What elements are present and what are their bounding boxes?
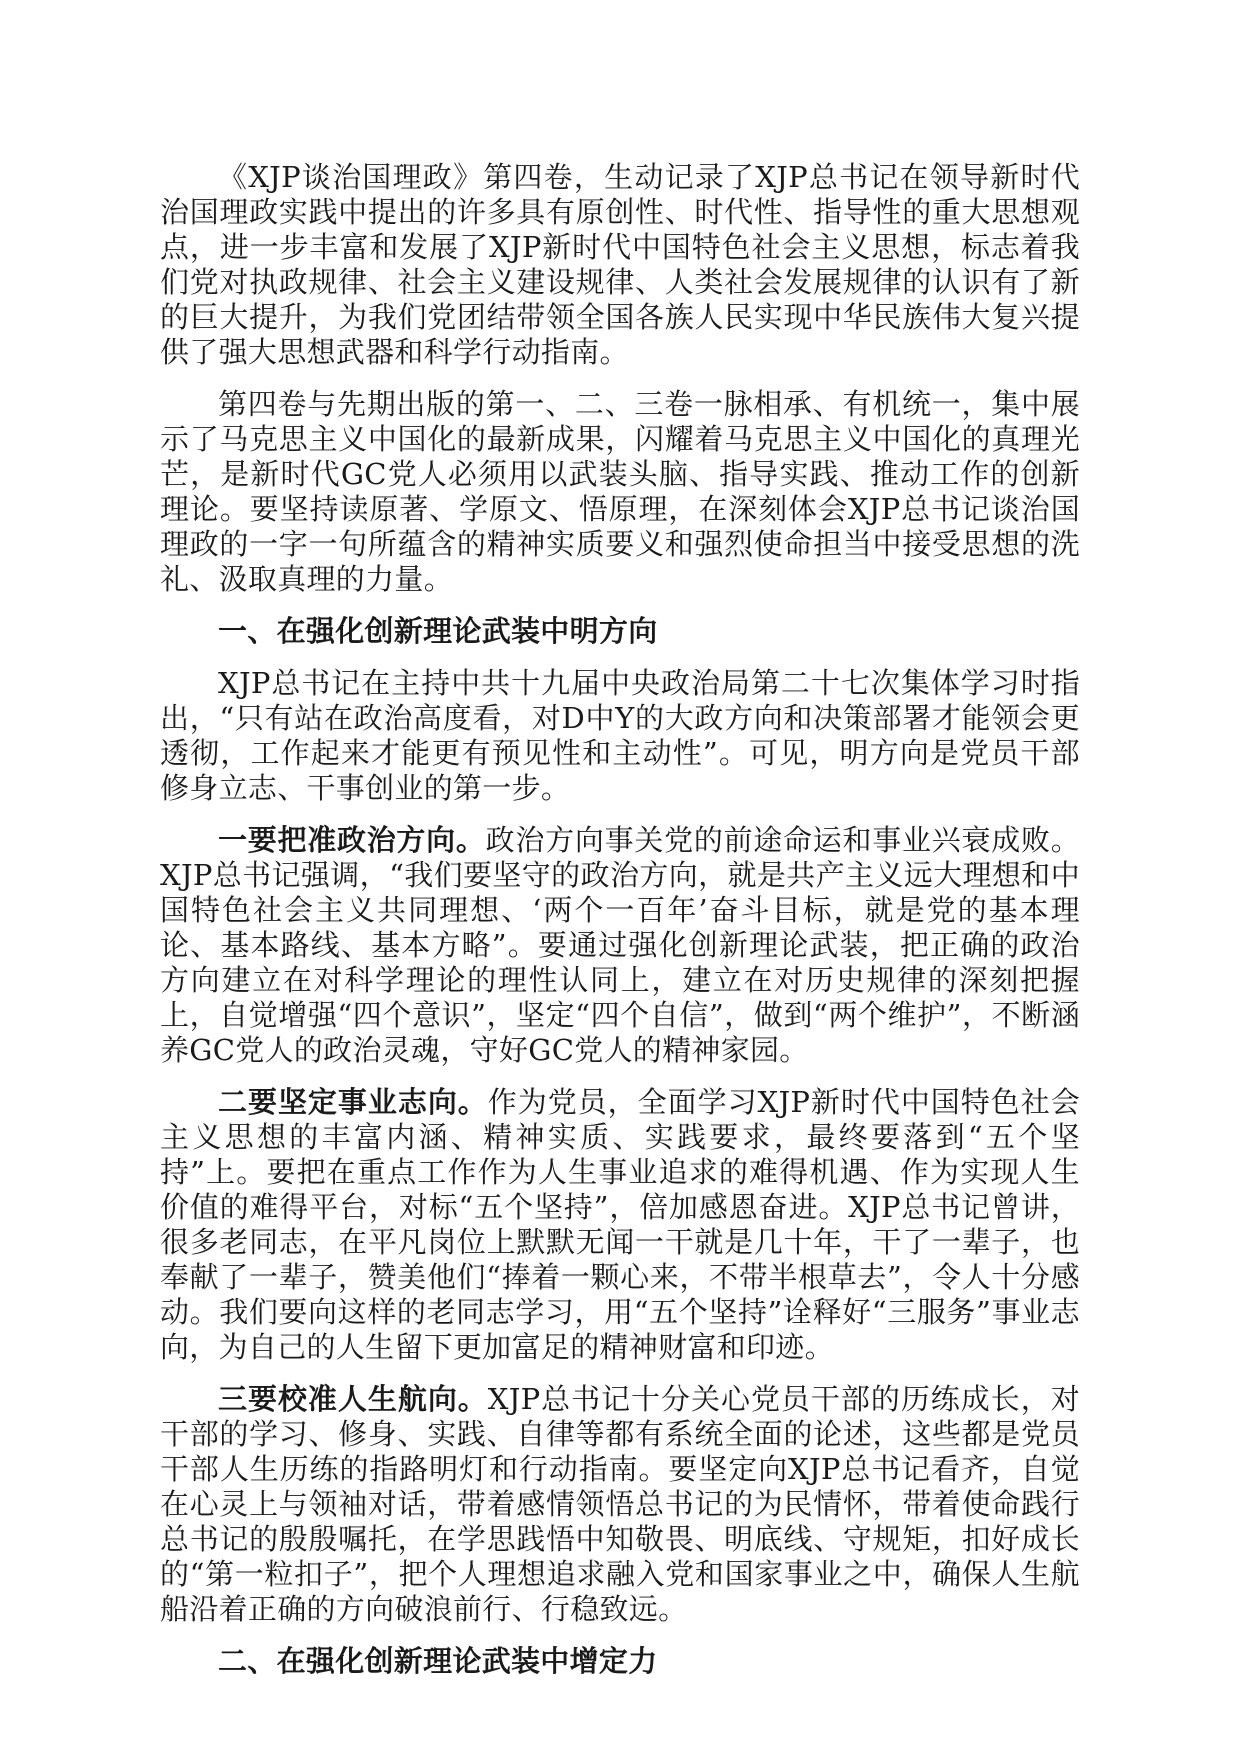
paragraph-career-ambition — [160, 1085, 1080, 1365]
paragraph-lead: 二要坚定事业志向。 — [218, 1085, 488, 1119]
paragraph-intro: 《XJP谈治国理政》第四卷，生动记录了XJP总书记在领导新时代治国理政实践中提出的许多具有原创性、时代性、指导性的重大思想观点，进一步丰富和发展了XJP新时代中国特色社会主义思想，标志着我们党对执政规律、社会主义建设规律、人类社会发展规律的认识有了新的巨大提升，为我们党团结带领全国各族人民实现中华民族伟大复兴提供了强大思想武器和科学行动指南。 — [160, 160, 1080, 369]
paragraph-lead: 三要校准人生航向。 — [218, 1382, 488, 1416]
paragraph-body: 政治方向事关党的前途命运和事业兴衰成败。XJP总书记强调，“我们要坚守的政治方向，就是共产主义远大理想和中国特色社会主义共同理想、‘两个一百年’奋斗目标，就是党的基本理论、基本路线、基本方略”。要通过强化创新理论武装，把正确的政治方向建立在对科学理论的理性认同上，建立在对历史规律的深刻把握上，自觉增强“四个意识”，坚定“四个自信”，做到“两个维护”，不断涵养GC党人的政治灵魂，守好GC党人的精神家园。 — [160, 823, 1080, 1067]
paragraph-direction-quote: XJP总书记在主持中共十九届中央政治局第二十七次集体学习时指出，“只有站在政治高度看，对D中Y的大政方向和决策部署才能领会更透彻，工作起来才能更有预见性和主动性”。可见，明方向是党员干部修身立志、干事创业的第一步。 — [160, 666, 1080, 805]
section-heading-1: 一、在强化创新理论武装中明方向 — [218, 614, 658, 648]
paragraph-volume-four: 第四卷与先期出版的第一、二、三卷一脉相承、有机统一，集中展示了马克思主义中国化的最新成果，闪耀着马克思主义中国化的真理光芒，是新时代GC党人必须用以武装头脑、指导实践、推动工作的创新理论。要坚持读原著、学原文、悟原理，在深刻体会XJP总书记谈治国理政的一字一句所蕴含的精神实质要义和强烈使命担当中接受思想的洗礼、汲取真理的力量。 — [160, 387, 1080, 596]
section-heading-2: 二、在强化创新理论武装中增定力 — [218, 1644, 658, 1678]
paragraph-political-direction — [160, 823, 1080, 1068]
paragraph-lead: 一要把准政治方向。 — [218, 823, 486, 857]
paragraph-body: 作为党员，全面学习XJP新时代中国特色社会主义思想的丰富内涵、精神实质、实践要求，最终要落到“五个坚持”上。要把在重点工作作为人生事业追求的难得机遇、作为实现人生价值的难得平台，对标“五个坚持”，倍加感恩奋进。XJP总书记曾讲，很多老同志，在平凡岗位上默默无闻一干就是几十年，干了一辈子，也奉献了一辈子，赞美他们“捧着一颗心来，不带半根草去”，令人十分感动。我们要向这样的老同志学习，用“五个坚持”诠释好“三服务”事业志向，为自己的人生留下更加富足的精神财富和印迹。 — [160, 1085, 1081, 1364]
document-page — [160, 160, 1080, 1696]
paragraph-body: XJP总书记十分关心党员干部的历练成长，对干部的学习、修身、实践、自律等都有系统全面的论述，这些都是党员干部人生历练的指路明灯和行动指南。要坚定向XJP总书记看齐，自觉在心灵上与领袖对话，带着感情领悟总书记的为民情怀，带着使命践行总书记的殷殷嘱托，在学思践悟中知敬畏、明底线、守规矩，扣好成长的“第一粒扣子”，把个人理想追求融入党和国家事业之中，确保人生航船沿着正确的方向破浪前行、行稳致远。 — [160, 1382, 1081, 1626]
paragraph-life-course — [160, 1382, 1080, 1627]
